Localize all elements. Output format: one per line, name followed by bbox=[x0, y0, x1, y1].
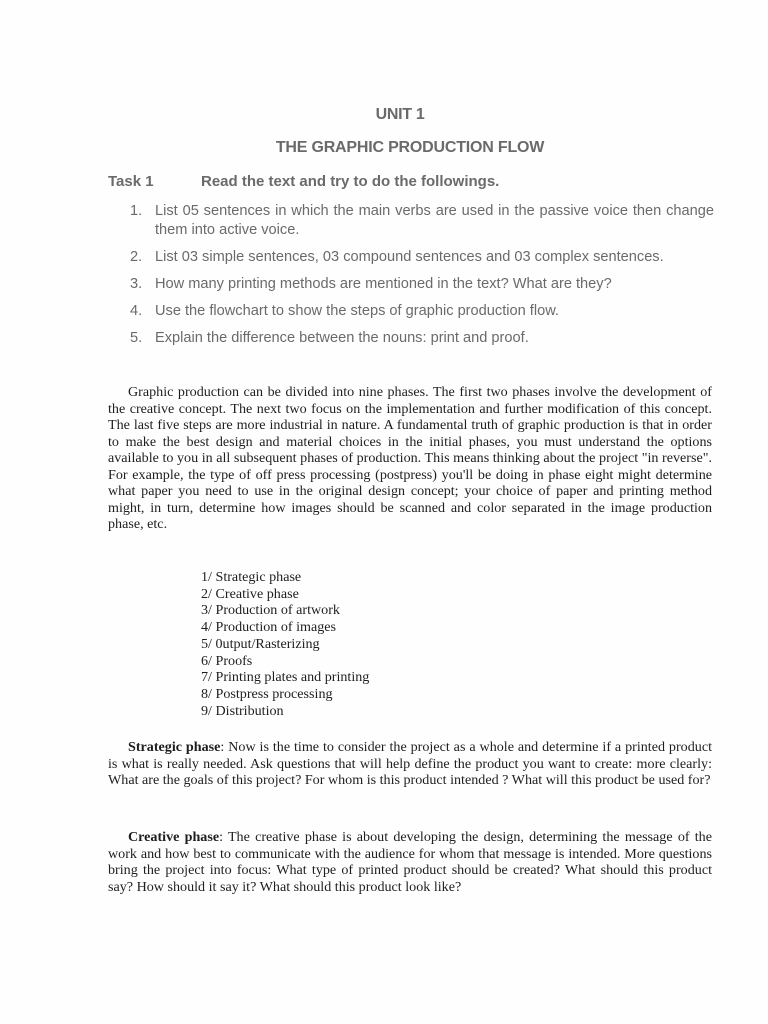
strategic-phase-heading: Strategic phase bbox=[128, 739, 221, 755]
question-text: Explain the difference between the nouns: print and proof. bbox=[155, 330, 529, 346]
question-number: 3. bbox=[130, 276, 143, 292]
phase-item: 5/ 0utput/Rasterizing bbox=[201, 635, 320, 652]
question-text: List 03 simple sentences, 03 compound sentences and 03 complex sentences. bbox=[155, 249, 664, 265]
question-number: 2. bbox=[130, 249, 143, 265]
question-item bbox=[130, 248, 714, 267]
phase-item: 2/ Creative phase bbox=[201, 585, 299, 602]
question-text: List 05 sentences in which the main verbs are used in the passive voice then change them into active voice. bbox=[155, 203, 714, 238]
creative-phase-text: : The creative phase is about developing the design, determining the message of the work and how best to communicate with the audience for whom that message is intended. More questions bring the project into focus: What type of printed product should be created? What should this product say? How should it say it? What should this product look like? bbox=[108, 829, 712, 895]
question-text: Use the flowchart to show the steps of graphic production flow. bbox=[155, 303, 559, 319]
phase-item: 6/ Proofs bbox=[201, 652, 253, 669]
question-item bbox=[130, 329, 714, 348]
phase-list bbox=[201, 569, 369, 719]
creative-phase-paragraph bbox=[108, 829, 712, 895]
task-label: Task 1 bbox=[108, 173, 154, 190]
question-number: 5. bbox=[130, 330, 143, 346]
question-list bbox=[130, 202, 714, 356]
strategic-phase-text: : Now is the time to consider the project as a whole and determine if a printed product is what is really needed. Ask questions that will help define the product you want to create: more clearly: What are the goals of this project? For whom is this product intended ? What will this product be used for? bbox=[108, 739, 712, 788]
phase-item: 1/ Strategic phase bbox=[201, 569, 302, 585]
question-text: How many printing methods are mentioned in the text? What are they? bbox=[155, 276, 612, 292]
strategic-phase-paragraph bbox=[108, 739, 712, 789]
phase-item: 7/ Printing plates and printing bbox=[201, 669, 370, 686]
question-item bbox=[130, 275, 714, 294]
question-number: 1. bbox=[130, 203, 143, 219]
creative-phase-heading: Creative phase bbox=[128, 829, 220, 845]
unit-heading: UNIT 1 bbox=[375, 106, 425, 123]
phase-item: 4/ Production of images bbox=[201, 619, 337, 636]
intro-paragraph: Graphic production can be divided into nine phases. The first two phases involve the development of the creative concept. The next two focus on the implementation and further modification of this concept. The last five steps are more industrial in nature. A fundamental truth of graphic production is that in order to make the best design and material choices in the initial phases, you must understand the options available to you in all subsequent phases of production. This means thinking about the project "in reverse". For example, the type of off press processing (postpress) you'll be doing in phase eight might determine what paper you need to use in the original design concept; your choice of paper and printing method might, in turn, determine how images should be scanned and color separated in the image production phase, etc. bbox=[108, 384, 712, 532]
phase-item: 3/ Production of artwork bbox=[201, 602, 340, 619]
task-instruction: Read the text and try to do the followings. bbox=[201, 173, 500, 190]
question-item bbox=[130, 202, 714, 240]
phase-item: 8/ Postpress processing bbox=[201, 685, 333, 702]
page-title: THE GRAPHIC PRODUCTION FLOW bbox=[275, 139, 545, 156]
question-item bbox=[130, 302, 714, 321]
phase-item: 9/ Distribution bbox=[201, 702, 284, 719]
question-number: 4. bbox=[130, 303, 143, 319]
